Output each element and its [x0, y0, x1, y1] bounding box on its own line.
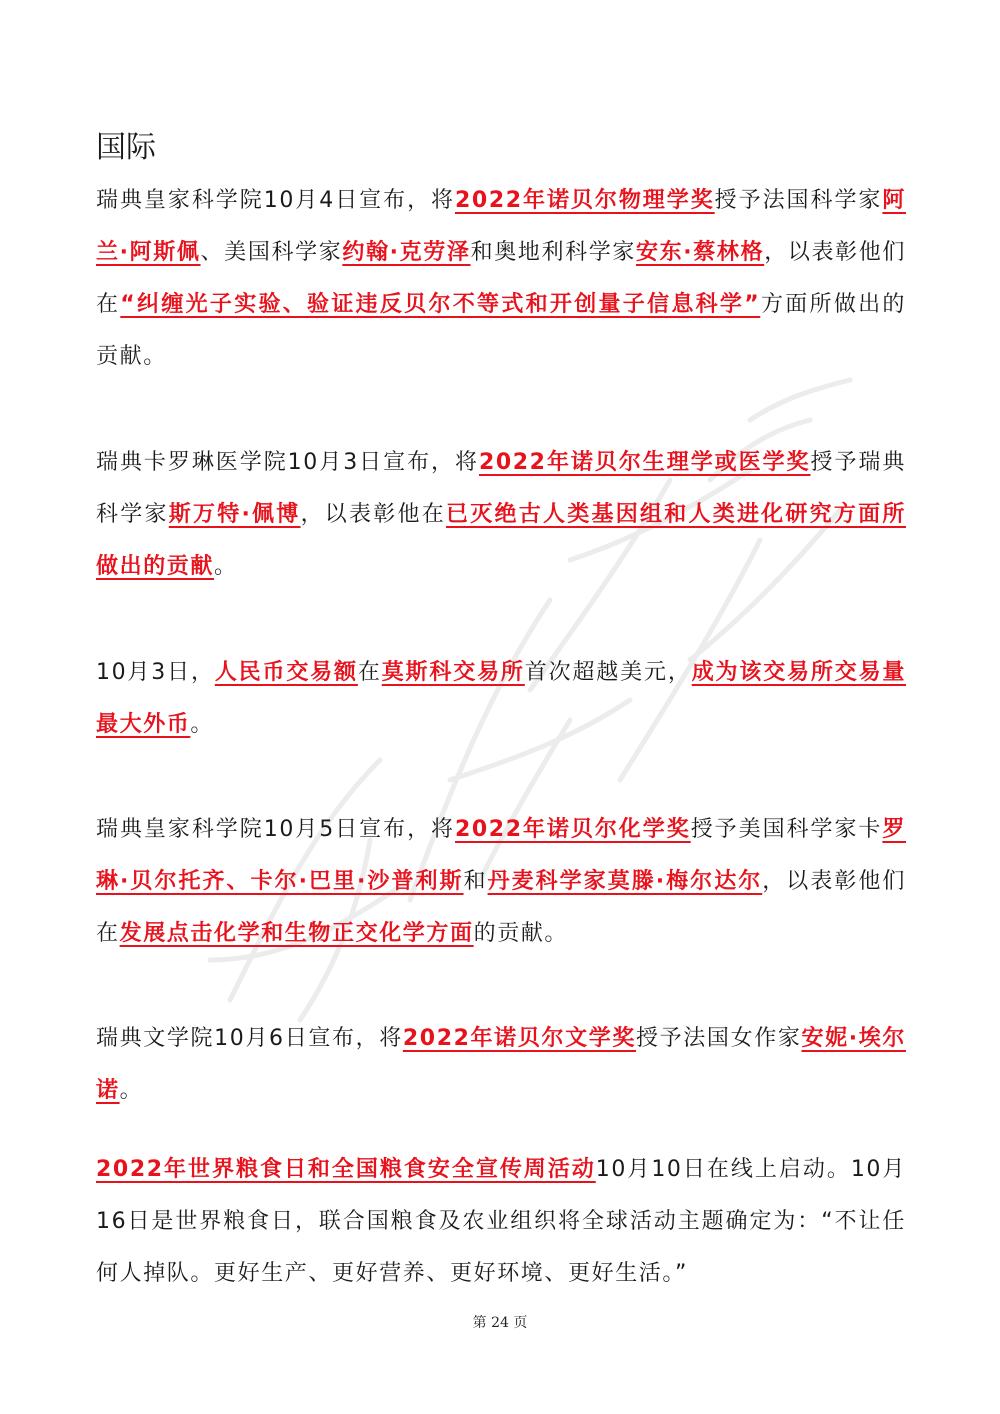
text-segment: ，以表彰他在	[300, 502, 447, 527]
section-heading: 国际	[96, 130, 156, 165]
highlight-segment: 2022年诺贝尔物理学奖	[455, 188, 715, 213]
highlight-segment: 成为该交易所交易量最大外币	[96, 660, 907, 737]
highlight-segment: 罗琳·贝尔托齐、卡尔·巴里·沙普利斯	[96, 817, 906, 894]
highlight-segment: 安妮·埃尔诺	[96, 1026, 906, 1103]
highlight-segment: 丹麦科学家莫滕·梅尔达尔	[487, 869, 763, 894]
text-segment: 。	[214, 554, 238, 579]
highlight-segment: 已灭绝古人类基因组和人类进化研究方面所做出的贡献	[96, 502, 906, 579]
text-segment: 瑞典皇家科学院10月4日宣布，将	[96, 188, 455, 213]
text-segment: 瑞典文学院10月6日宣布，将	[96, 1026, 403, 1051]
highlight-segment: “纠缠光子实验、验证违反贝尔不等式和开创量子信息科学”	[120, 292, 761, 317]
highlight-segment: 斯万特·佩博	[168, 502, 301, 527]
text-segment: 、美国科学家	[200, 240, 343, 265]
paragraph-world-food-day	[96, 1144, 906, 1300]
text-segment: 的贡献。	[473, 921, 569, 946]
highlight-segment: 发展点击化学和生物正交化学方面	[119, 921, 474, 946]
text-segment: 授予法国女作家	[636, 1026, 802, 1051]
paragraph-nobel-literature	[96, 1013, 906, 1117]
highlight-segment: 约翰·克劳泽	[342, 240, 471, 265]
highlight-segment: 2022年诺贝尔文学奖	[402, 1026, 637, 1051]
paragraph-rmb-trading	[96, 647, 906, 751]
highlight-segment: 2022年诺贝尔生理学或医学奖	[478, 450, 811, 475]
text-segment: 首次超越美元，	[524, 660, 692, 685]
page-number: 第 24 页	[472, 1315, 528, 1331]
highlight-segment: 安东·蔡林格	[636, 240, 765, 265]
text-segment: 瑞典皇家科学院10月5日宣布，将	[96, 817, 455, 842]
paragraph-nobel-chemistry	[96, 804, 906, 960]
highlight-segment: 莫斯科交易所	[381, 660, 525, 685]
text-segment: 在	[357, 660, 382, 685]
text-segment: 。	[119, 1078, 144, 1103]
text-segment: ，以表彰他们在	[96, 240, 907, 317]
text-segment: 10月10日在线上启动。10月16日是世界粮食日，联合国粮食及农业组织将全球活动主题确定为：“不让任何人掉队。更好生产、更好营养、更好环境、更好生活。”	[96, 1157, 906, 1286]
highlight-segment: 人民币交易额	[214, 660, 358, 685]
highlight-segment: 2022年诺贝尔化学奖	[454, 817, 691, 842]
text-segment: 。	[190, 712, 215, 737]
text-segment: 授予瑞典科学家	[96, 450, 906, 527]
text-segment: ，以表彰他们在	[96, 869, 906, 946]
text-segment: 和	[463, 869, 488, 894]
highlight-segment: 2022年世界粮食日和全国粮食安全宣传周活动	[96, 1157, 596, 1182]
text-segment: 方面所做出的贡献。	[96, 292, 907, 369]
paragraph-nobel-medicine	[96, 437, 906, 593]
text-segment: 和奥地利科学家	[470, 240, 637, 265]
text-segment: 10月3日，	[96, 660, 215, 685]
text-segment: 授予美国科学家卡	[690, 817, 883, 842]
text-segment: 瑞典卡罗琳医学院10月3日宣布，将	[96, 450, 479, 475]
highlight-segment: 阿兰·阿斯佩	[96, 188, 907, 265]
paragraph-nobel-physics	[96, 175, 906, 383]
text-segment: 授予法国科学家	[714, 188, 883, 213]
